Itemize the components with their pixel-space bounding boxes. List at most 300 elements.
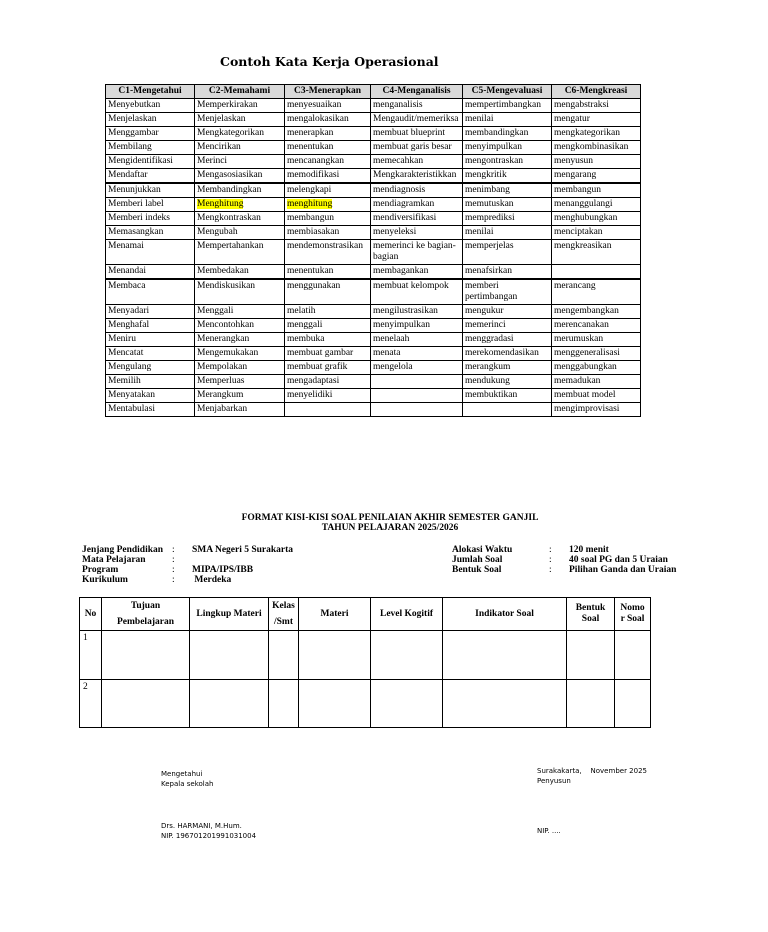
kko-cell <box>285 127 371 141</box>
kko-row <box>106 279 641 305</box>
signature-penyusun: Penyusun <box>537 777 571 785</box>
kko-cell <box>463 347 552 361</box>
header-tujuan-line2: Pembelajaran <box>117 617 174 627</box>
kko-cell <box>371 279 463 305</box>
kko-cell-text: menghitung <box>287 199 333 209</box>
kko-cell <box>285 198 371 212</box>
kko-cell-text: memperjelas <box>465 241 514 251</box>
kko-cell <box>463 375 552 389</box>
kko-row <box>106 389 641 403</box>
kko-cell-text: Menghafal <box>108 320 150 330</box>
kko-cell-text: membuat blueprint <box>373 128 446 138</box>
kko-cell <box>285 226 371 240</box>
kko-cell <box>106 183 195 198</box>
kko-cell-text: Merangkum <box>197 390 244 400</box>
kko-cell-text: Membilang <box>108 142 152 152</box>
kko-cell <box>195 212 285 226</box>
kko-cell-text: mengilustrasikan <box>373 306 438 316</box>
header-kelas-line2: /Smt <box>274 617 293 627</box>
info-value: Pilihan Ganda dan Uraian <box>569 565 677 575</box>
kko-cell-text: Mengasosiasikan <box>197 170 263 180</box>
kko-cell <box>285 319 371 333</box>
kko-cell <box>106 113 195 127</box>
kko-cell-text: memecahkan <box>373 156 424 166</box>
kko-cell-text: Memilih <box>108 376 141 386</box>
kko-cell <box>106 169 195 184</box>
kko-row <box>106 265 641 280</box>
kko-cell <box>463 333 552 347</box>
kko-row <box>106 169 641 184</box>
kko-cell-text: menggeneralisasi <box>554 348 620 358</box>
kko-cell-text: merencanakan <box>554 320 609 330</box>
kko-row <box>106 183 641 198</box>
kko-cell <box>195 361 285 375</box>
kko-cell-text: menyelidiki <box>287 390 333 400</box>
kko-row <box>106 361 641 375</box>
kko-cell <box>195 333 285 347</box>
kko-cell-text: mengabstraksi <box>554 100 609 110</box>
kko-cell <box>195 226 285 240</box>
kko-cell-text: mempertimbangkan <box>465 100 541 110</box>
kko-cell-text: Memasangkan <box>108 227 164 237</box>
kko-cell-text: menanggulangi <box>554 199 613 209</box>
kisi-cell <box>269 680 299 728</box>
kko-cell <box>195 389 285 403</box>
kko-cell <box>285 389 371 403</box>
kko-cell-text: Menghitung <box>197 199 244 209</box>
info-colon: : <box>549 545 552 555</box>
kisi-cell <box>567 680 615 728</box>
kko-cell <box>463 389 552 403</box>
kko-cell <box>463 183 552 198</box>
kko-cell <box>463 240 552 265</box>
kko-cell-text: Meniru <box>108 334 136 344</box>
kisi-cell <box>190 631 269 680</box>
kko-cell-text: merekomendasikan <box>465 348 539 358</box>
kko-cell-text: Menyebutkan <box>108 100 161 110</box>
info-values-right <box>569 545 676 575</box>
kko-cell <box>552 319 641 333</box>
format-title: FORMAT KISI-KISI SOAL PENILAIAN AKHIR SEMESTER GANJIL <box>241 513 539 523</box>
kko-cell <box>195 375 285 389</box>
info-labels-right <box>452 545 512 575</box>
kko-cell <box>371 375 463 389</box>
signature-left-name <box>161 821 256 841</box>
kko-cell <box>463 361 552 375</box>
kko-cell <box>285 333 371 347</box>
kisi-row <box>80 680 651 728</box>
signature-left-heading <box>161 769 213 789</box>
kko-cell <box>371 226 463 240</box>
kisi-row-number: 2 <box>80 680 102 728</box>
kisi-row <box>80 631 651 680</box>
kko-header-cell: C3-Menerapkan <box>285 85 371 99</box>
kko-cell-text: Menggambar <box>108 128 159 138</box>
kko-cell-text: menghubungkan <box>554 213 618 223</box>
kko-cell-text: menimbang <box>465 185 510 195</box>
kko-cell-text: memerinci <box>465 320 506 330</box>
info-labels-left <box>82 545 163 585</box>
kko-cell <box>463 99 552 113</box>
kko-cell-text: mendiversifikasi <box>373 213 437 223</box>
info-label: Mata Pelajaran <box>82 555 146 565</box>
kko-cell-text: menggradasi <box>465 334 514 344</box>
kko-cell <box>371 141 463 155</box>
header-materi: Materi <box>299 598 371 631</box>
kko-cell <box>285 347 371 361</box>
kko-cell <box>106 198 195 212</box>
kko-cell-text: Mengulang <box>108 362 152 372</box>
kko-cell-text: mencanangkan <box>287 156 344 166</box>
kko-cell <box>285 240 371 265</box>
kko-cell-text: memodifikasi <box>287 170 340 180</box>
info-label: Jumlah Soal <box>452 555 503 565</box>
kko-cell-text: Mentabulasi <box>108 404 155 414</box>
kko-row <box>106 155 641 169</box>
kisi-row-number: 1 <box>80 631 102 680</box>
kisi-cell <box>190 680 269 728</box>
kko-row <box>106 226 641 240</box>
kisi-cell <box>615 631 651 680</box>
kko-cell <box>106 361 195 375</box>
kko-cell-text: mengkombinasikan <box>554 142 629 152</box>
kko-cell <box>371 403 463 417</box>
header-tujuan <box>102 598 190 631</box>
signature-place-date: Surakakarta, November 2025 <box>537 767 647 775</box>
kko-cell-text: memberi pertimbangan <box>465 281 518 302</box>
info-colons-right <box>549 545 552 575</box>
kko-cell-text: membuat grafik <box>287 362 348 372</box>
kko-cell-text: menggunakan <box>287 281 341 291</box>
kko-cell <box>106 389 195 403</box>
kko-cell-text: mengkreasikan <box>554 241 612 251</box>
info-label: Alokasi Waktu <box>452 545 513 555</box>
kko-row <box>106 113 641 127</box>
kko-cell <box>463 127 552 141</box>
format-subtitle: TAHUN PELAJARAN 2025/2026 <box>321 523 459 533</box>
info-colon: : <box>172 565 175 575</box>
kko-cell <box>463 141 552 155</box>
kisi-cell <box>299 680 371 728</box>
kko-cell <box>371 347 463 361</box>
kko-cell-text: memadukan <box>554 376 601 386</box>
kko-cell-text: menyusun <box>554 156 594 166</box>
kko-cell-text: Memberi indeks <box>108 213 171 223</box>
kko-cell <box>552 279 641 305</box>
kko-cell <box>371 389 463 403</box>
kko-cell-text: Memberi label <box>108 199 164 209</box>
kko-row <box>106 305 641 319</box>
kko-cell-text: Mempolakan <box>197 362 248 372</box>
kko-cell-text: Menjelaskan <box>197 114 246 124</box>
kko-cell <box>285 305 371 319</box>
kko-cell <box>195 279 285 305</box>
kko-cell-text: mendiagramkan <box>373 199 435 209</box>
kisi-cell <box>102 680 190 728</box>
kisi-header-row <box>80 598 651 631</box>
kko-cell-text: mengimprovisasi <box>554 404 620 414</box>
kko-cell-text: melengkapi <box>287 185 332 195</box>
kko-cell-text: menyeleksi <box>373 227 417 237</box>
kko-cell <box>195 319 285 333</box>
kko-cell <box>285 141 371 155</box>
kisi-cell <box>371 631 443 680</box>
kko-cell <box>463 212 552 226</box>
kko-cell <box>285 279 371 305</box>
header-nomor <box>615 598 651 631</box>
kko-cell <box>552 347 641 361</box>
kko-cell-text: membangun <box>287 213 334 223</box>
header-nomor-line2: r Soal <box>620 614 645 624</box>
kko-row <box>106 403 641 417</box>
kko-cell-text: menentukan <box>287 266 334 276</box>
kko-cell-text: merumuskan <box>554 334 604 344</box>
kko-cell <box>371 198 463 212</box>
kko-cell <box>195 240 285 265</box>
info-label: Kurikulum <box>82 575 128 585</box>
kko-cell <box>106 240 195 265</box>
header-kelas <box>269 598 299 631</box>
header-tujuan-line1: Tujuan <box>130 601 161 611</box>
kko-cell-text: menentukan <box>287 142 334 152</box>
kko-cell-text: menafsirkan <box>465 266 512 276</box>
kko-cell-text: membangun <box>554 185 601 195</box>
kko-cell-text: Menjabarkan <box>197 404 248 414</box>
kko-cell-text: Mencirikan <box>197 142 241 152</box>
info-colon: : <box>172 575 175 585</box>
kko-cell <box>552 240 641 265</box>
kko-row <box>106 347 641 361</box>
kko-cell <box>552 305 641 319</box>
kko-cell-text: menilai <box>465 227 494 237</box>
kko-cell-text: menilai <box>465 114 494 124</box>
kko-cell-text: Mengidentifikasi <box>108 156 173 166</box>
kko-cell <box>106 333 195 347</box>
info-label: Jenjang Pendidikan <box>82 545 164 555</box>
kko-cell <box>552 403 641 417</box>
kko-cell-text: menggali <box>287 320 323 330</box>
info-value: 120 menit <box>569 545 609 555</box>
kko-cell <box>285 265 371 280</box>
kko-header-cell: C5-Mengevaluasi <box>463 85 552 99</box>
kko-cell <box>463 319 552 333</box>
kko-cell <box>195 113 285 127</box>
info-value <box>192 555 293 565</box>
header-bentuk-line2: Soal <box>581 614 600 624</box>
kko-cell <box>195 141 285 155</box>
info-colon: : <box>172 555 175 565</box>
header-bentuk-line1: Bentuk <box>575 603 606 613</box>
kko-cell-text: Mencatat <box>108 348 144 358</box>
kko-cell <box>285 169 371 184</box>
kko-cell <box>371 127 463 141</box>
kko-cell <box>285 375 371 389</box>
header-nomor-line1: Nomo <box>620 603 645 613</box>
info-value: Merdeka <box>192 575 232 585</box>
kko-cell-text: mendemonstrasikan <box>287 241 363 251</box>
kko-cell-text: Mendiskusikan <box>197 281 256 291</box>
kko-cell-text: menciptakan <box>554 227 603 237</box>
kko-cell <box>285 99 371 113</box>
kko-cell-text: mengembangkan <box>554 306 619 316</box>
signature-role: Kepala sekolah <box>161 780 214 788</box>
kko-cell-text: menyimpulkan <box>373 320 430 330</box>
kko-cell-text: mengukur <box>465 306 504 316</box>
kko-cell <box>463 403 552 417</box>
info-colon: : <box>549 565 552 575</box>
kko-cell-text: mengadaptasi <box>287 376 340 386</box>
kko-cell <box>463 226 552 240</box>
kisi-cell <box>567 631 615 680</box>
kko-cell-text: menerapkan <box>287 128 334 138</box>
kko-cell-text: Menyatakan <box>108 390 155 400</box>
signature-name: Drs. HARMANI, M.Hum. <box>161 822 242 830</box>
kko-cell <box>552 333 641 347</box>
kko-cell <box>552 212 641 226</box>
kko-cell <box>552 113 641 127</box>
kko-cell-text: Mengkategorikan <box>197 128 265 138</box>
kko-cell <box>195 305 285 319</box>
kko-cell <box>552 169 641 184</box>
kko-cell <box>371 155 463 169</box>
kko-cell <box>106 403 195 417</box>
kisi-cell <box>269 631 299 680</box>
kko-cell <box>195 99 285 113</box>
kko-cell-text: memutuskan <box>465 199 514 209</box>
kko-cell-text: Membedakan <box>197 266 249 276</box>
kko-row <box>106 375 641 389</box>
kko-cell-text: Memperluas <box>197 376 245 386</box>
kko-cell-text: mengontraskan <box>465 156 524 166</box>
kko-cell <box>195 347 285 361</box>
kko-cell <box>371 361 463 375</box>
kko-cell-text: menganalisis <box>373 100 423 110</box>
kko-cell <box>552 99 641 113</box>
kko-cell <box>463 155 552 169</box>
info-values-left <box>192 545 293 585</box>
kko-cell-text: mengalokasikan <box>287 114 349 124</box>
kko-cell <box>371 183 463 198</box>
kko-cell <box>285 155 371 169</box>
kko-row <box>106 212 641 226</box>
kko-cell <box>371 169 463 184</box>
kko-cell-text: merancang <box>554 281 596 291</box>
kko-header-cell: C1-Mengetahui <box>106 85 195 99</box>
kko-cell <box>106 319 195 333</box>
kko-cell-text: Mengkarakteristikkan <box>373 170 457 180</box>
kko-header-cell: C4-Menganalisis <box>371 85 463 99</box>
info-colons-left <box>172 545 175 585</box>
kko-cell-text: Memperkirakan <box>197 100 258 110</box>
kko-cell-text: Mempertahankan <box>197 241 264 251</box>
header-level: Level Kogitif <box>371 598 443 631</box>
kko-cell-text: memprediksi <box>465 213 515 223</box>
signature-mengetahui: Mengetahui <box>161 770 203 778</box>
kko-cell-text: menelaah <box>373 334 410 344</box>
info-colon: : <box>172 545 175 555</box>
kko-header-row <box>106 85 641 99</box>
kko-cell-text: membagankan <box>373 266 429 276</box>
kko-cell <box>463 265 552 280</box>
kko-cell-text: membuka <box>287 334 325 344</box>
kko-cell <box>552 361 641 375</box>
kko-row <box>106 99 641 113</box>
kko-cell-text: Mengemukakan <box>197 348 259 358</box>
kko-cell <box>106 305 195 319</box>
kko-cell <box>371 265 463 280</box>
kko-cell-text: Mengubah <box>197 227 238 237</box>
kko-cell <box>463 305 552 319</box>
info-label: Program <box>82 565 119 575</box>
kko-row <box>106 141 641 155</box>
kko-cell-text: Membaca <box>108 281 146 291</box>
kko-cell <box>463 169 552 184</box>
kko-cell-text: Menandai <box>108 266 146 276</box>
kko-cell <box>106 212 195 226</box>
kko-cell <box>371 333 463 347</box>
kisi-cell <box>102 631 190 680</box>
kko-cell-text: Merinci <box>197 156 228 166</box>
kko-cell <box>106 141 195 155</box>
signature-right-nip: NIP. .... <box>537 827 561 835</box>
kko-cell <box>463 113 552 127</box>
kko-row <box>106 198 641 212</box>
kko-row <box>106 127 641 141</box>
kko-cell <box>285 403 371 417</box>
info-value: 40 soal PG dan 5 Uraian <box>569 555 668 565</box>
kko-cell <box>285 183 371 198</box>
kko-header-cell: C6-Mengkreasi <box>552 85 641 99</box>
kko-cell-text: Menyadari <box>108 306 150 316</box>
kko-cell-text: melatih <box>287 306 316 316</box>
kko-cell-text: Mengaudit/memeriksa <box>373 114 459 124</box>
kko-cell-text: membuktikan <box>465 390 518 400</box>
kko-cell <box>552 183 641 198</box>
kko-cell-text: Menamai <box>108 241 144 251</box>
signature-nip: NIP. 196701201991031004 <box>161 832 257 840</box>
kko-cell <box>106 375 195 389</box>
kko-cell <box>552 226 641 240</box>
kko-cell <box>552 389 641 403</box>
kko-cell-text: membuat gambar <box>287 348 354 358</box>
kko-cell <box>463 198 552 212</box>
kko-cell-text: Menunjukkan <box>108 185 161 195</box>
kko-cell <box>195 155 285 169</box>
kko-cell-text: membuat kelompok <box>373 281 449 291</box>
info-value: SMA Negeri 5 Surakarta <box>192 545 294 555</box>
kko-cell <box>285 212 371 226</box>
kko-row <box>106 333 641 347</box>
kisi-cell <box>615 680 651 728</box>
kko-cell-text: membandingkan <box>465 128 529 138</box>
header-kelas-line1: Kelas <box>272 601 295 611</box>
kko-cell <box>195 403 285 417</box>
kko-cell-text: membuat model <box>554 390 616 400</box>
kko-cell-text: mengelola <box>373 362 413 372</box>
kko-cell <box>371 113 463 127</box>
kko-cell-text: mengarang <box>554 170 597 180</box>
kko-cell <box>106 226 195 240</box>
kko-cell-text: memerinci ke bagian-bagian <box>373 241 456 262</box>
kisi-cell <box>371 680 443 728</box>
kisi-cell <box>299 631 371 680</box>
kko-cell-text: Menerangkan <box>197 334 250 344</box>
kko-cell <box>371 99 463 113</box>
kko-cell <box>371 305 463 319</box>
kko-cell <box>106 99 195 113</box>
kko-cell-text: Menjelaskan <box>108 114 157 124</box>
kko-cell <box>195 198 285 212</box>
